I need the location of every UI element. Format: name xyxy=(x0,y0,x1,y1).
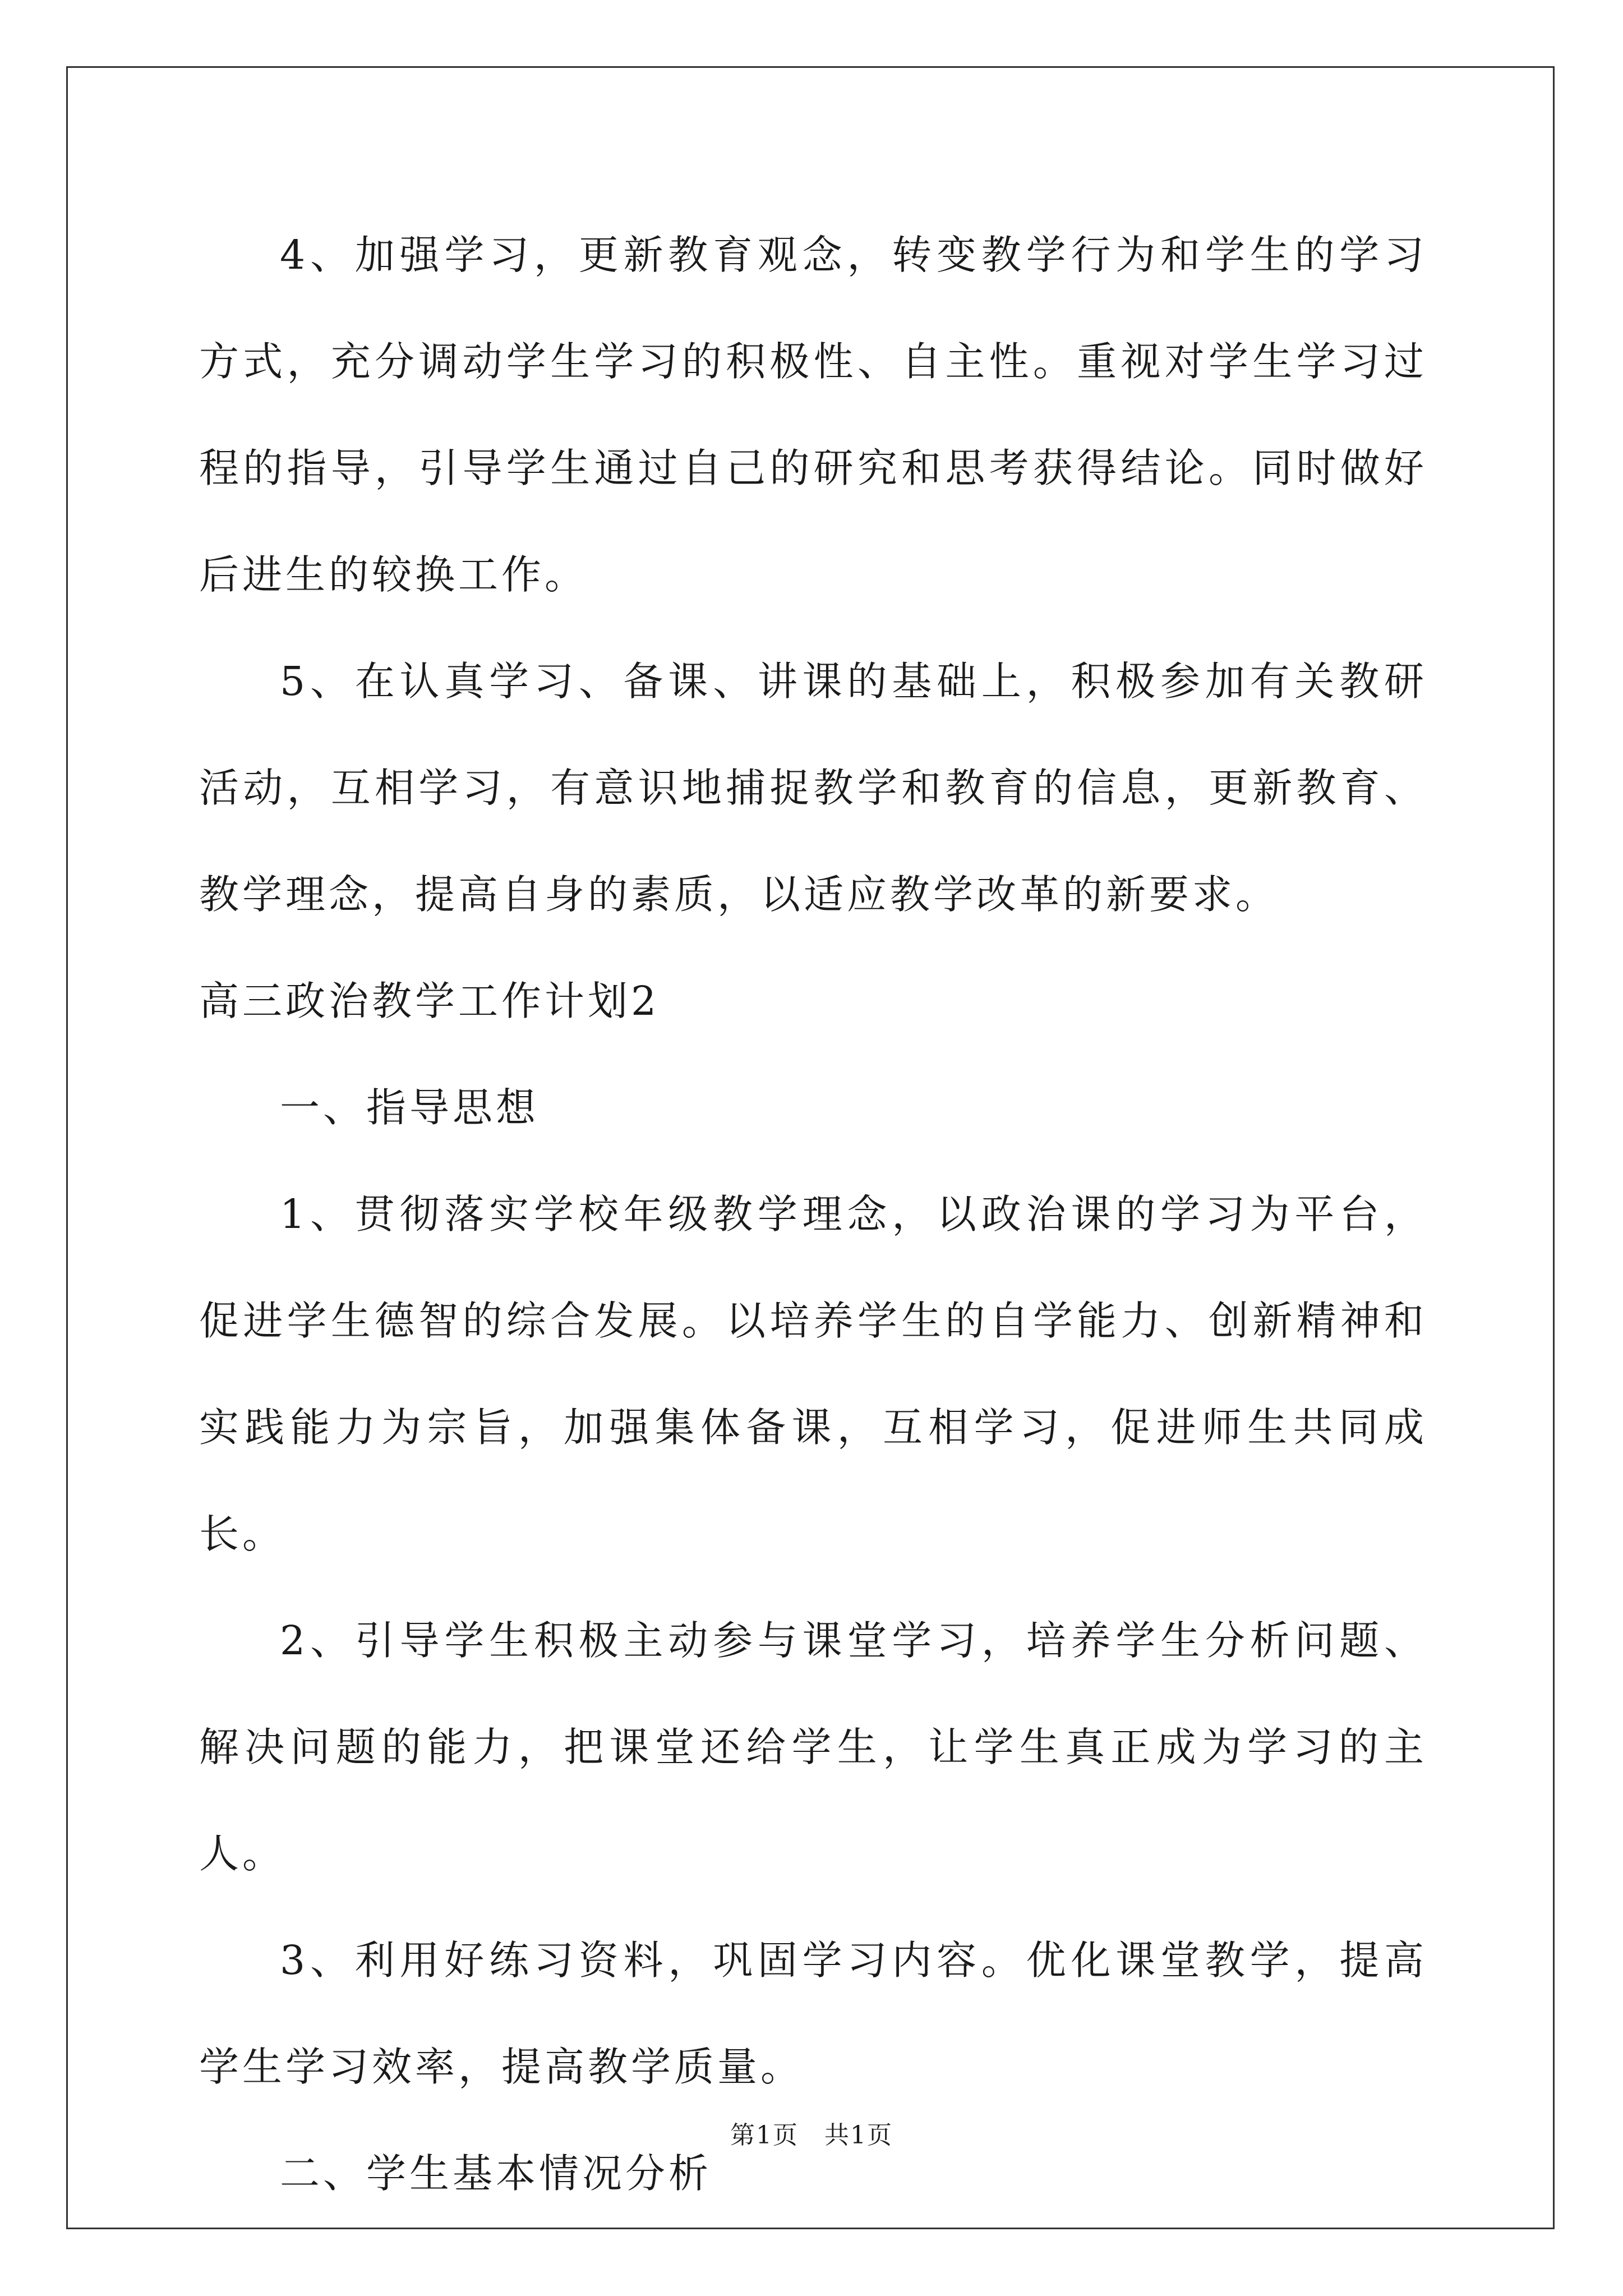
paragraph-item-5: 5、在认真学习、备课、讲课的基础上，积极参加有关教研活动，互相学习，有意识地捕捉教学和教育的信息，更新教育、教学理念，提高自身的素质，以适应教学改革的新要求。 xyxy=(199,658,1427,918)
heading-guiding-ideology: 一、指导思想 xyxy=(280,1084,540,1131)
heading-student-analysis: 二、学生基本情况分析 xyxy=(280,2150,712,2197)
section-title: 高三政治教学工作计划2 xyxy=(199,978,660,1024)
page-footer: 第1页 共1页 xyxy=(730,2121,893,2150)
paragraph-item-2: 2、引导学生积极主动参与课堂学习，培养学生分析问题、解决问题的能力，把课堂还给学生，让学生真正成为学习的主人。 xyxy=(199,1617,1427,1877)
paragraph-item-3: 3、利用好练习资料，巩固学习内容。优化课堂教学，提高学生学习效率，提高教学质量。 xyxy=(199,1937,1427,2090)
paragraph-item-1: 1、贯彻落实学校年级教学理念，以政治课的学习为平台，促进学生德智的综合发展。以培养学生的自学能力、创新精神和实践能力为宗旨，加强集体备课，互相学习，促进师生共同成长。 xyxy=(199,1191,1427,1557)
document-body xyxy=(199,202,1427,2227)
paragraph-item-4: 4、加强学习，更新教育观念，转变教学行为和学生的学习方式，充分调动学生学习的积极性、自主性。重视对学生学习过程的指导，引导学生通过自己的研究和思考获得结论。同时做好后进生的较换工作。 xyxy=(199,232,1427,598)
